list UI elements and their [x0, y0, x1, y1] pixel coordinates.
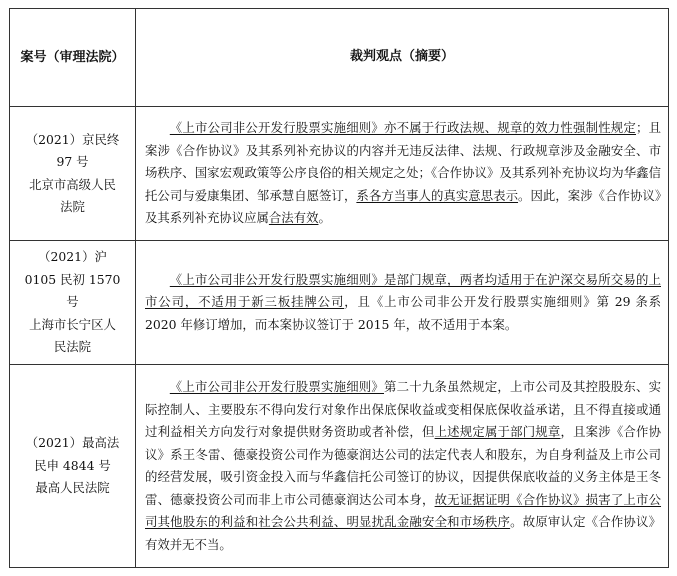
underlined-text: 《上市公司非公开发行股票实施细则》亦不属于行政法规、规章的效力性强制性规定: [169, 120, 637, 136]
case-line: 北京市高级人民: [29, 176, 116, 192]
view-paragraph: [145, 269, 661, 337]
case-line: 上海市长宁区人: [29, 316, 116, 332]
view-cell: [136, 365, 669, 568]
header-case-number: 案号（审理法院）: [10, 9, 136, 107]
case-cell: [10, 365, 136, 568]
view-paragraph: [145, 376, 661, 556]
view-text: 。故原审认定《合作协议》有效并无不当。: [145, 514, 662, 552]
view-cell: [136, 107, 669, 241]
case-cell: [10, 107, 136, 241]
table-row: [10, 107, 669, 241]
underlined-text: 故无证据证明《合作协议》损害了上市公司其他股东的利益和社会公共利益、明显扰乱金融安全和市场秩序: [145, 491, 662, 529]
case-line: 97 号: [56, 154, 89, 169]
case-cell: [10, 241, 136, 365]
case-line: 民申 4844 号: [34, 457, 111, 473]
case-line: （2021）京民终: [25, 131, 120, 147]
underlined-text: 合法有效: [268, 210, 319, 226]
view-cell: [136, 241, 669, 365]
case-line: 民法院: [53, 339, 92, 355]
view-text: ，且《上市公司非公开发行股票实施细则》第 29 条系 2020 年修订增加，而本案协议签订于 2015 年，故不适用于本案。: [145, 294, 662, 332]
underlined-text: 系各方当事人的真实意思表示: [356, 187, 519, 203]
case-line: （2021）最高法: [25, 435, 120, 451]
case-line: 号: [66, 294, 79, 310]
underlined-text: 《上市公司非公开发行股票实施细则》是部门规章，两者均适用于在沪深交易所交易的上市公司，不适用于新三板挂牌公司: [145, 271, 661, 310]
view-paragraph: [145, 117, 661, 230]
view-text: 。: [318, 210, 331, 226]
underlined-text: 《上市公司非公开发行股票实施细则》: [169, 379, 385, 394]
case-line: 0105 民初 1570: [24, 271, 121, 287]
header-row: [10, 9, 669, 107]
case-line: 最高人民法院: [35, 480, 110, 496]
case-line: 法院: [60, 199, 85, 214]
view-text: ，且案涉《合作协议》系王冬雷、德豪投资公司作为德豪润达公司的法定代表人和股东，为自身利益及上市公司的经营发展，吸引资金投入而与华鑫信托公司签订的协议，因提供保底收益的义务主体是王冬雷、德豪投资公司而非上市公司德豪润达公司本身，: [145, 424, 662, 507]
view-text: ；且案涉《合作协议》及其系列补充协议的内容并无违反法律、法规、行政规章涉及金融安全、市场秩序、国家宏观政策等公序良俗的相关规定之处；《合作协议》及其系列补充协议均为华鑫信托公司与爱康集团、邹承慧自愿签订，: [145, 120, 662, 203]
underlined-text: 上述规定属于部门规章: [434, 424, 561, 439]
view-text: 。因此，案涉《合作协议》及其系列补充协议应属: [145, 187, 662, 226]
view-text: 第二十九条虽然规定，上市公司及其控股股东、实际控制人、主要股东不得向发行对象作出保底保收益或变相保底保收益承诺，且不得直接或通过利益相关方向发行对象提供财务资助或者补偿，但: [145, 379, 662, 439]
judgment-table: [9, 8, 669, 568]
header-judgment-view: 裁判观点（摘要）: [136, 9, 669, 107]
table-row: [10, 365, 669, 568]
table-row: [10, 241, 669, 365]
case-line: （2021）沪: [38, 249, 107, 265]
